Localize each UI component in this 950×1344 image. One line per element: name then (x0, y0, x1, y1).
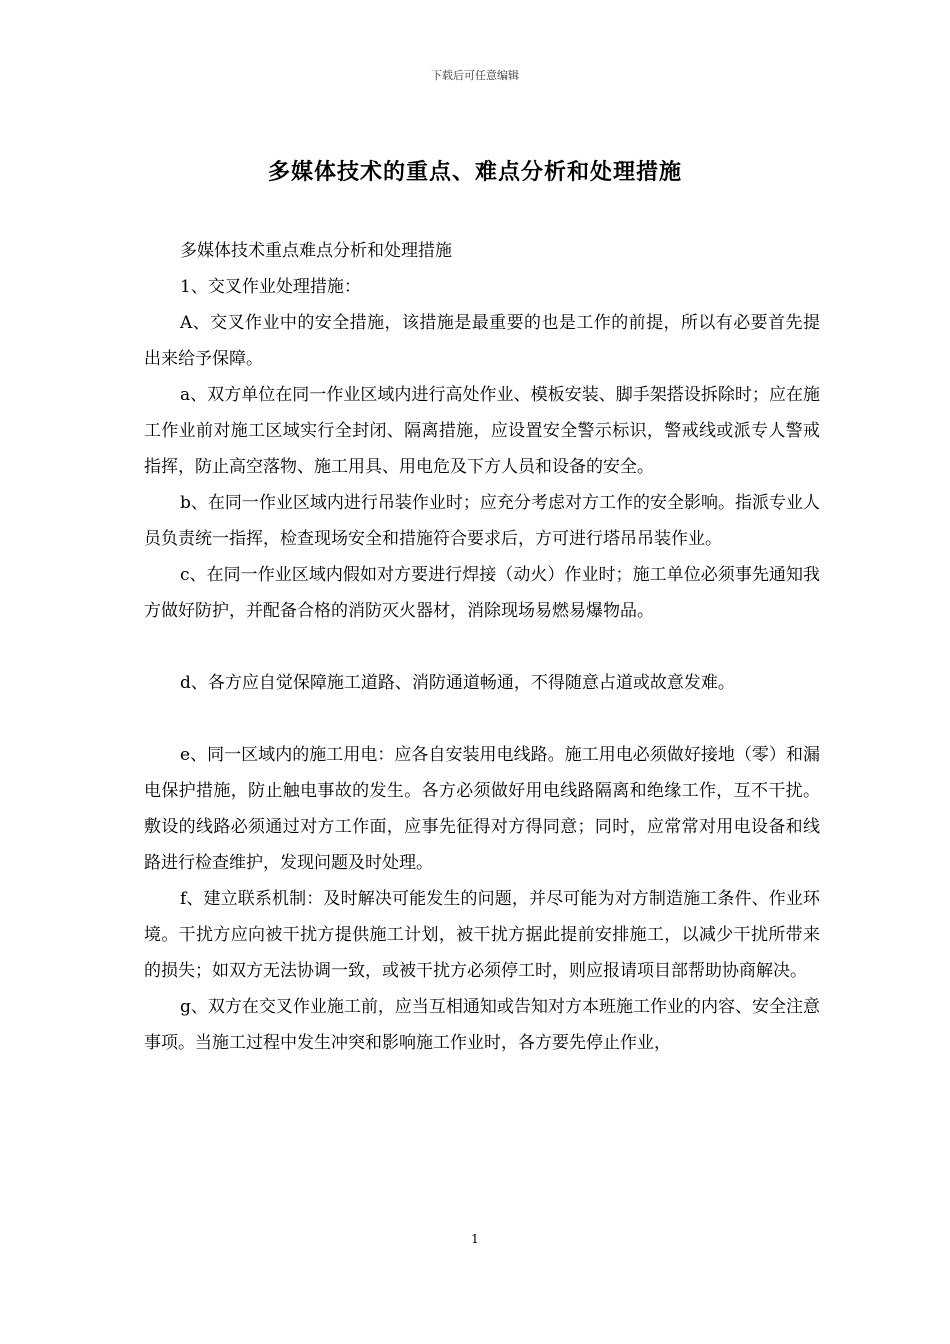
paragraph-A: A、交叉作业中的安全措施，该措施是最重要的也是工作的前提，所以有必要首先提出来给予保障。 (144, 313, 820, 369)
paragraph-f: f、建立联系机制：及时解决可能发生的问题，并尽可能为对方制造施工条件、作业环境。干扰方应向被干扰方提供施工计划，被干扰方据此提前安排施工，以减少干扰所带来的损失；如双方无法协调一致，或被干扰方必须停工时，则应报请项目部帮助协商解决。 (144, 889, 820, 981)
paragraph-g: g、双方在交叉作业施工前，应当互相通知或告知对方本班施工作业的内容、安全注意事项。当施工过程中发生冲突和影响施工作业时，各方要先停止作业， (144, 997, 820, 1053)
page-number: 1 (471, 1232, 479, 1246)
header-note: 下载后可任意编辑 (431, 69, 519, 82)
paragraph-b: b、在同一作业区域内进行吊装作业时；应充分考虑对方工作的安全影响。指派专业人员负责统一指挥，检查现场安全和措施符合要求后，方可进行塔吊吊装作业。 (144, 493, 820, 549)
paragraph-e: e、同一区域内的施工用电：应各自安装用电线路。施工用电必须做好接地（零）和漏电保护措施，防止触电事故的发生。各方必须做好用电线路隔离和绝缘工作，互不干扰。敷设的线路必须通过对方工作面，应事先征得对方得同意；同时，应常常对用电设备和线路进行检查维护，发现问题及时处理。 (144, 745, 820, 873)
paragraph-d: d、各方应自觉保障施工道路、消防通道畅通，不得随意占道或故意发难。 (180, 673, 735, 693)
document-body (144, 233, 820, 1061)
document-title: 多媒体技术的重点、难点分析和处理措施 (267, 159, 682, 185)
paragraph-subtitle: 多媒体技术重点难点分析和处理措施 (180, 241, 452, 261)
paragraph-a: a、双方单位在同一作业区域内进行高处作业、模板安装、脚手架搭设拆除时；应在施工作业前对施工区域实行全封闭、隔离措施，应设置安全警示标识，警戒线或派专人警戒指挥，防止高空落物、施工用具、用电危及下方人员和设备的安全。 (144, 385, 820, 477)
paragraph-c: c、在同一作业区域内假如对方要进行焊接（动火）作业时；施工单位必须事先通知我方做好防护，并配备合格的消防灭火器材，消除现场易燃易爆物品。 (144, 565, 820, 621)
paragraph-section-1: 1、交叉作业处理措施： (180, 277, 361, 297)
